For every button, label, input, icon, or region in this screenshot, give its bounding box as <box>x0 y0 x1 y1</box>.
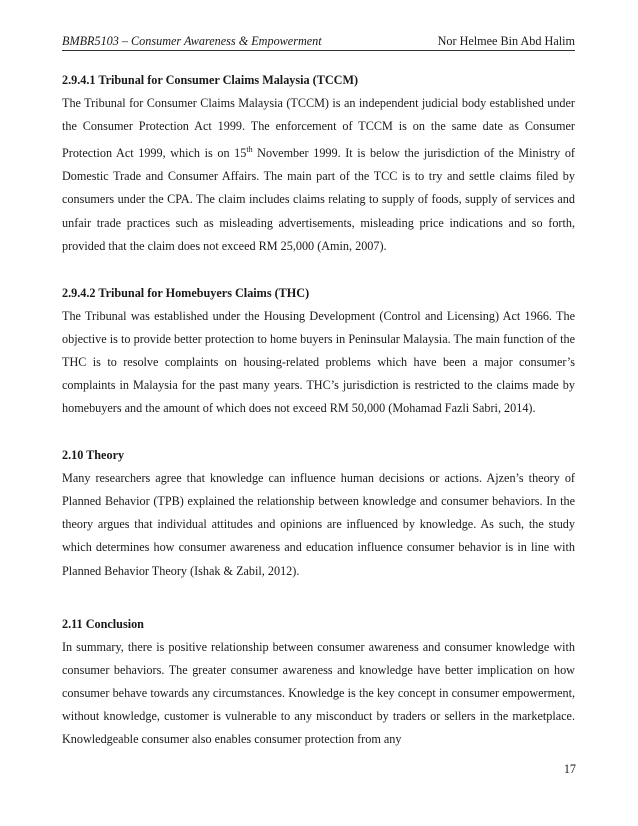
page-number: 17 <box>563 762 576 776</box>
section-heading-conclusion: 2.11 Conclusion <box>62 616 144 631</box>
section-heading-thc: 2.9.4.2 Tribunal for Homebuyers Claims (THC) <box>62 285 310 300</box>
section-body-theory: Many researchers agree that knowledge can influence human decisions or actions. Ajzen’s theory of Planned Behavior (TPB) explained the relationship between knowledge and consumer behaviors. In the theory argues that individual attitudes and opinions are influenced by knowledge. As such, the study which determines how consumer awareness and education influence consumer behavior is in line with Planned Behavior Theory (Ishak & Zabil, 2012). <box>62 471 575 578</box>
section-body-thc: The Tribunal was established under the Housing Development (Control and Licensing) Act 1966. The objective is to provide better protection to home buyers in Peninsular Malaysia. The main function of the THC is to resolve complaints on housing-related problems which have been a major consumer’s complaints in Malaysia for the past many years. THC’s jurisdiction is restricted to the claims made by homebuyers and the amount of which does not exceed RM 50,000 (Mohamad Fazli Sabri, 2014). <box>62 308 575 416</box>
section-heading-tccm: 2.9.4.1 Tribunal for Consumer Claims Malaysia (TCCM) <box>62 73 359 87</box>
section-body-tccm <box>62 92 575 258</box>
page-header <box>62 30 575 51</box>
section-body-conclusion: In summary, there is positive relationship between consumer awareness and consumer knowledge with consumer behaviors. The greater consumer awareness and knowledge have better implication on how consumer behave towards any circumstances. Knowledge is the key concept in consumer empowerment, without knowledge, customer is vulnerable to any misconduct by traders or sellers in the marketplace. Knowledgeable consumer also enables consumer protection from any <box>62 639 575 747</box>
header-author: Nor Helmee Bin Abd Halim <box>437 34 575 48</box>
section-heading-theory: 2.10 Theory <box>62 448 125 463</box>
header-course-title: BMBR5103 – Consumer Awareness & Empowerment <box>62 34 322 48</box>
body-text: November 1999. It is below the jurisdiction of the Ministry of Domestic Trade and Consumer Affairs. The main part of the TCC is to try and settle claims filed by consumers under the CPA. The claim includes claims relating to supply of foods, supply of services and unfair trade practices such as misleading advertisements, misleading price indications and so forth, provided that the claim does not exceed RM 25,000 (Amin, 2007). <box>62 146 575 253</box>
superscript: th <box>246 145 253 155</box>
page-content <box>62 69 575 751</box>
body-text: The Tribunal for Consumer Claims Malaysia (TCCM) is an independent judicial body established under the Consumer Protection Act 1999. The enforcement of TCCM is on the same date as Consumer Protection Act 1999, which is on 15 <box>62 96 575 161</box>
